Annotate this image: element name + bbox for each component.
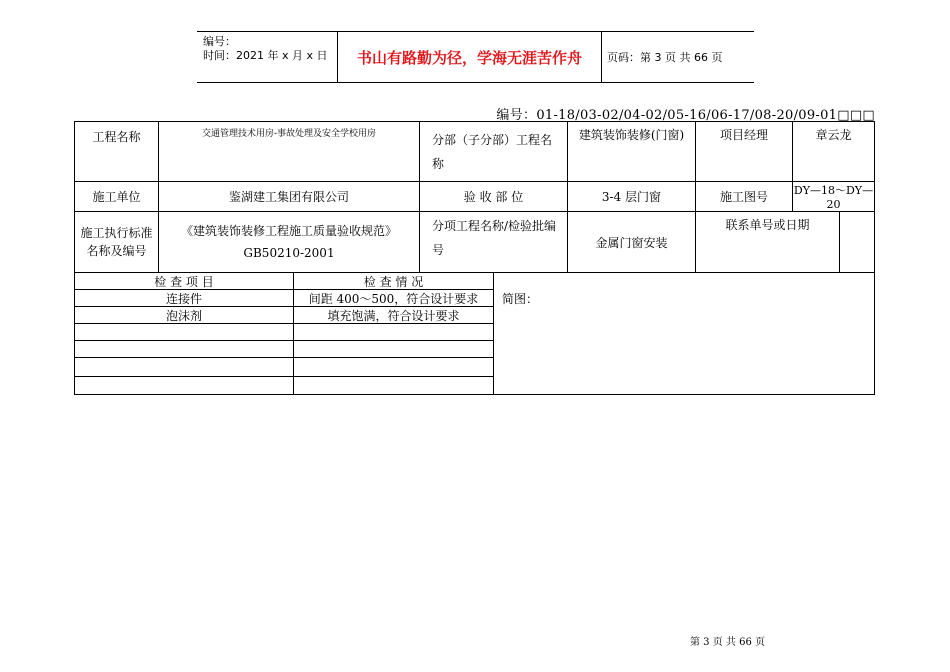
table-row-status <box>293 323 494 341</box>
table-row-status: 间距 400～500，符合设计要求 <box>293 289 494 307</box>
contractor-label: 施工单位 <box>74 181 159 212</box>
inspection-location-label: 验 收 部 位 <box>419 181 568 212</box>
project-name-value: 交通管理技术用房-事故处理及安全学校用房 <box>158 121 420 182</box>
item-name-value: 金属门窗安装 <box>567 211 696 273</box>
inspection-location-value: 3-4 层门窗 <box>567 181 696 212</box>
page-header <box>197 31 754 83</box>
item-name-label: 分项工程名称/检验批编号 <box>419 211 568 273</box>
table-row-item <box>74 340 294 358</box>
sketch-label: 简图： <box>502 292 539 306</box>
sub-project-label: 分部（子分部）工程名称 <box>419 121 568 182</box>
table-row-status <box>293 376 494 395</box>
sub-project-value: 建筑装饰装修(门窗) <box>567 121 696 182</box>
table-row-item: 泡沫剂 <box>74 306 294 324</box>
header-motto: 书山有路勤为径，学海无涯苦作舟 <box>337 32 602 82</box>
table-row-status <box>293 340 494 358</box>
project-manager-value: 章云龙 <box>792 121 875 182</box>
table-row-status: 填充饱满，符合设计要求 <box>293 306 494 324</box>
drawing-label: 施工图号 <box>695 181 793 212</box>
contact-value <box>839 211 875 273</box>
project-name-label: 工程名称 <box>74 121 159 182</box>
sketch-area <box>493 272 875 395</box>
table-row-status <box>293 357 494 377</box>
contact-label: 联系单号或日期 <box>695 211 840 273</box>
project-manager-label: 项目经理 <box>695 121 793 182</box>
form-code: 编号：01-18/03-02/04-02/05-16/06-17/08-20/09-01□□□ <box>496 108 875 123</box>
standard-value: 《建筑装饰装修工程施工质量验收规范》GB50210-2001 <box>158 211 420 273</box>
table-row-item: 连接件 <box>74 289 294 307</box>
table-row-item <box>74 357 294 377</box>
header-meta <box>197 32 337 82</box>
check-item-header: 检 查 项 目 <box>74 272 294 290</box>
table-row-item <box>74 323 294 341</box>
inspection-form <box>74 121 875 395</box>
drawing-value: DY—18～DY—20 <box>792 181 875 212</box>
header-time: 时间：2021 年 x 月 x 日 <box>203 49 328 62</box>
header-page-info: 页码：第 3 页 共 66 页 <box>607 51 723 64</box>
table-row-item <box>74 376 294 395</box>
header-number: 编号： <box>203 35 236 48</box>
contractor-value: 鉴湖建工集团有限公司 <box>158 181 420 212</box>
standard-label: 施工执行标准名称及编号 <box>74 211 159 273</box>
page-footer: 第 3 页 共 66 页 <box>690 637 765 648</box>
check-status-header: 检 查 情 况 <box>293 272 494 290</box>
